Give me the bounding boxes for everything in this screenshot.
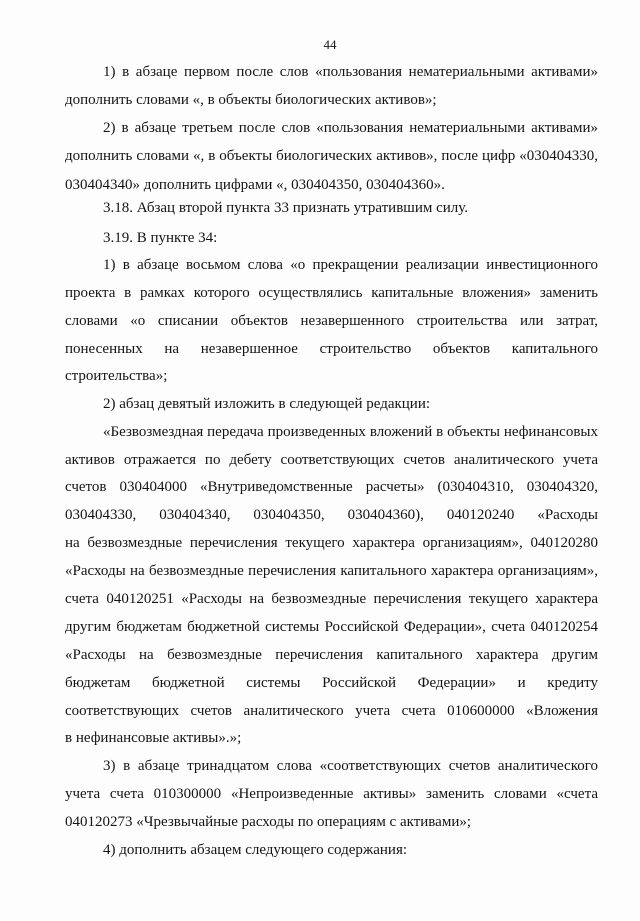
paragraph-line: дополнить словами «, в объекты биологических активов»;	[65, 92, 437, 108]
paragraph-line: строительства»;	[65, 368, 168, 384]
paragraph-line: соответствующих счетов аналитического учета счета 010600000 «Вложения	[65, 703, 598, 719]
paragraph-line: 3) в абзаце тринадцатом слова «соответствующих счетов аналитического	[103, 758, 598, 774]
paragraph-line: дополнить словами «, в объекты биологических активов», после цифр «030404330,	[65, 148, 598, 164]
paragraph-line: 1) в абзаце восьмом слова «о прекращении реализации инвестиционного	[103, 257, 598, 273]
paragraph-line: на безвозмездные перечисления текущего характера организациям», 040120280	[65, 535, 598, 551]
paragraph-line: счета 040120251 «Расходы на безвозмездные перечисления текущего характера	[65, 591, 598, 607]
paragraph-line: «Расходы на безвозмездные перечисления капитального характера организациям»,	[65, 563, 598, 579]
page-number: 44	[323, 37, 337, 52]
paragraph-line: другим бюджетам бюджетной системы Российской Федерации», счета 040120254	[65, 619, 598, 635]
paragraph-line: 040120273 «Чрезвычайные расходы по операциям с активами»;	[65, 814, 472, 830]
paragraph-line: счетов 030404000 «Внутриведомственные расчеты» (030404310, 030404320,	[65, 479, 598, 495]
paragraph-line: «Безвозмездная передача произведенных вложений в объекты нефинансовых	[103, 424, 598, 440]
paragraph-line: словами «о списании объектов незавершенного строительства или затрат,	[65, 313, 598, 329]
paragraph-line: 3.18. Абзац второй пункта 33 признать утратившим силу.	[103, 200, 469, 216]
paragraph-line: понесенных на незавершенное строительство объектов капитального	[65, 341, 598, 357]
paragraph-line: 030404340» дополнить цифрами «, 030404350, 030404360».	[65, 177, 445, 193]
paragraph-line: бюджетам бюджетной системы Российской Федерации» и кредиту	[65, 675, 598, 691]
paragraph-line: 2) абзац девятый изложить в следующей редакции:	[103, 396, 431, 412]
paragraph-line: активов отражается по дебету соответствующих счетов аналитического учета	[65, 452, 598, 468]
paragraph-line: «Расходы на безвозмездные перечисления капитального характера другим	[65, 647, 598, 663]
paragraph-line: 3.19. В пункте 34:	[103, 230, 218, 246]
paragraph-line: учета счета 010300000 «Непроизведенные активы» заменить словами «счета	[65, 786, 598, 802]
paragraph-line: 2) в абзаце третьем после слов «пользования нематериальными активами»	[103, 120, 598, 136]
paragraph-line: 030404330, 030404340, 030404350, 030404360), 040120240 «Расходы	[65, 507, 598, 523]
paragraph-line: проекта в рамках которого осуществлялись капитальные вложения» заменить	[65, 285, 598, 301]
paragraph-line: в нефинансовые активы».»;	[65, 730, 242, 746]
paragraph-line: 4) дополнить абзацем следующего содержания:	[103, 842, 408, 858]
paragraph-line: 1) в абзаце первом после слов «пользования нематериальными активами»	[103, 64, 598, 80]
